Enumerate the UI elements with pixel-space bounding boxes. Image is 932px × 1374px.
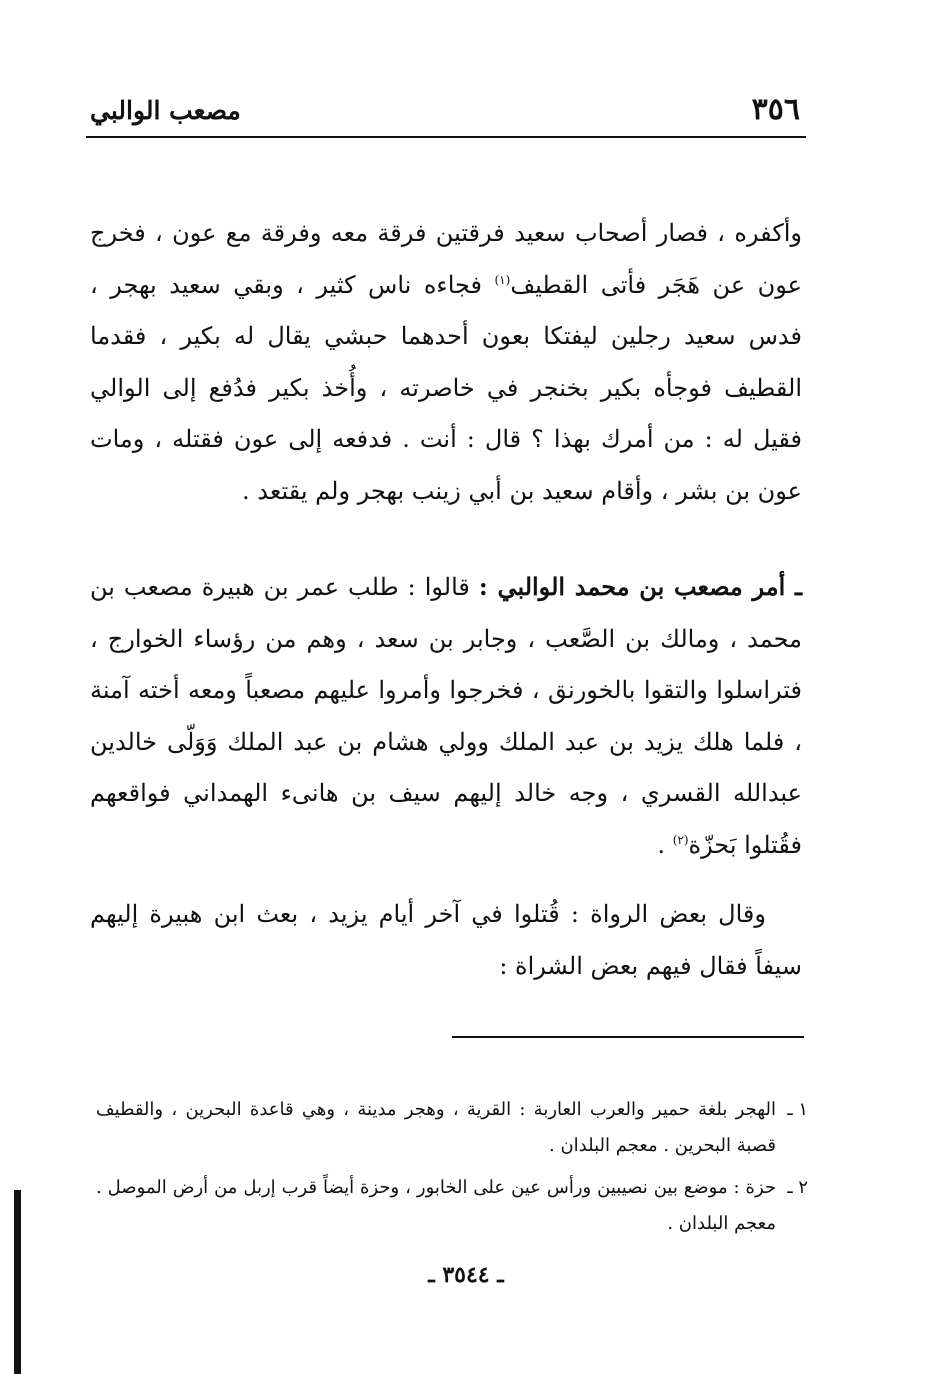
paragraph-text: قالوا : طلب عمر بن هبيرة مصعب بن محمد ، ومالك بن الصَّعب ، وجابر بن سعد ، وهم من رؤساء الخوارج ، فتراسلوا والتقوا بالخورنق ، فخرجوا وأمروا عليهم مصعباً ومعه أخته آمنة ، فلما هلك يزيد بن عبد الملك وولي هشام بن عبد الملك وَوَلّى خالدين عبدالله القسري ، وجه خالد إليهم سيف بن هانىء الهمداني فواقعهم فقُتلوا بَحزّة xyxy=(90,573,802,859)
footnotes xyxy=(96,1092,808,1248)
footnote-number: ١ ـ xyxy=(787,1099,808,1120)
folio-number: ـ ٣٥٤٤ ـ xyxy=(428,1262,504,1288)
scan-edge-shadow xyxy=(14,1190,21,1374)
footnote-marker: (١) xyxy=(494,272,511,287)
footnote-text: الهجر بلغة حمير والعرب العاربة : القرية ، وهجر مدينة ، وهي قاعدة البحرين ، والقطيف قصبة البحرين . معجم البلدان . xyxy=(96,1099,776,1156)
page-number: ٣٥٦ xyxy=(751,92,800,127)
footnote-text: حزة : موضع بين نصيبين ورأس عين على الخابور ، وحزة أيضاً قرب إربل من أرض الموصل . معجم البلدان . xyxy=(96,1177,776,1234)
paragraph xyxy=(90,561,802,871)
footnote xyxy=(96,1092,808,1164)
main-text xyxy=(90,208,802,992)
paragraph-text: . xyxy=(657,830,673,859)
footnote-divider xyxy=(452,1036,804,1038)
footnote-marker: (٢) xyxy=(672,832,689,847)
paragraph: وقال بعض الرواة : قُتلوا في آخر أيام يزيد ، بعث ابن هبيرة إليهم سيفاً فقال فيهم بعض الشراة : xyxy=(90,900,802,980)
paragraph xyxy=(90,208,802,517)
running-title: مصعب الوالبي xyxy=(90,96,241,125)
footnote xyxy=(96,1170,808,1242)
paragraph-text: فجاءه ناس كثير ، وبقي سعيد بهجر ، فدس سعيد رجلين ليفتكا بعون أحدهما حبشي يقال له بكير ، فقدما القطيف فوجأه بكير بخنجر في خاصرته ، وأُخذ بكير فدُفع إلى الوالي فقيل له : من أمرك بهذا ؟ قال : أنت . فدفعه إلى عون فقتله ، ومات عون بن بشر ، وأقام سعيد بن أبي زينب بهجر ولم يقتعد . xyxy=(90,270,802,505)
paragraph-text: وأكفره ، فصار أصحاب سعيد فرقتين فرقة معه وفرقة مع عون ، فخرج عون عن هَجَر فأتى القطيف xyxy=(90,219,802,299)
section-heading: ـ أمر مصعب بن محمد الوالبي : xyxy=(478,572,803,601)
page-header xyxy=(82,92,808,140)
footnote-number: ٢ ـ xyxy=(787,1177,808,1198)
header-divider xyxy=(86,136,806,138)
